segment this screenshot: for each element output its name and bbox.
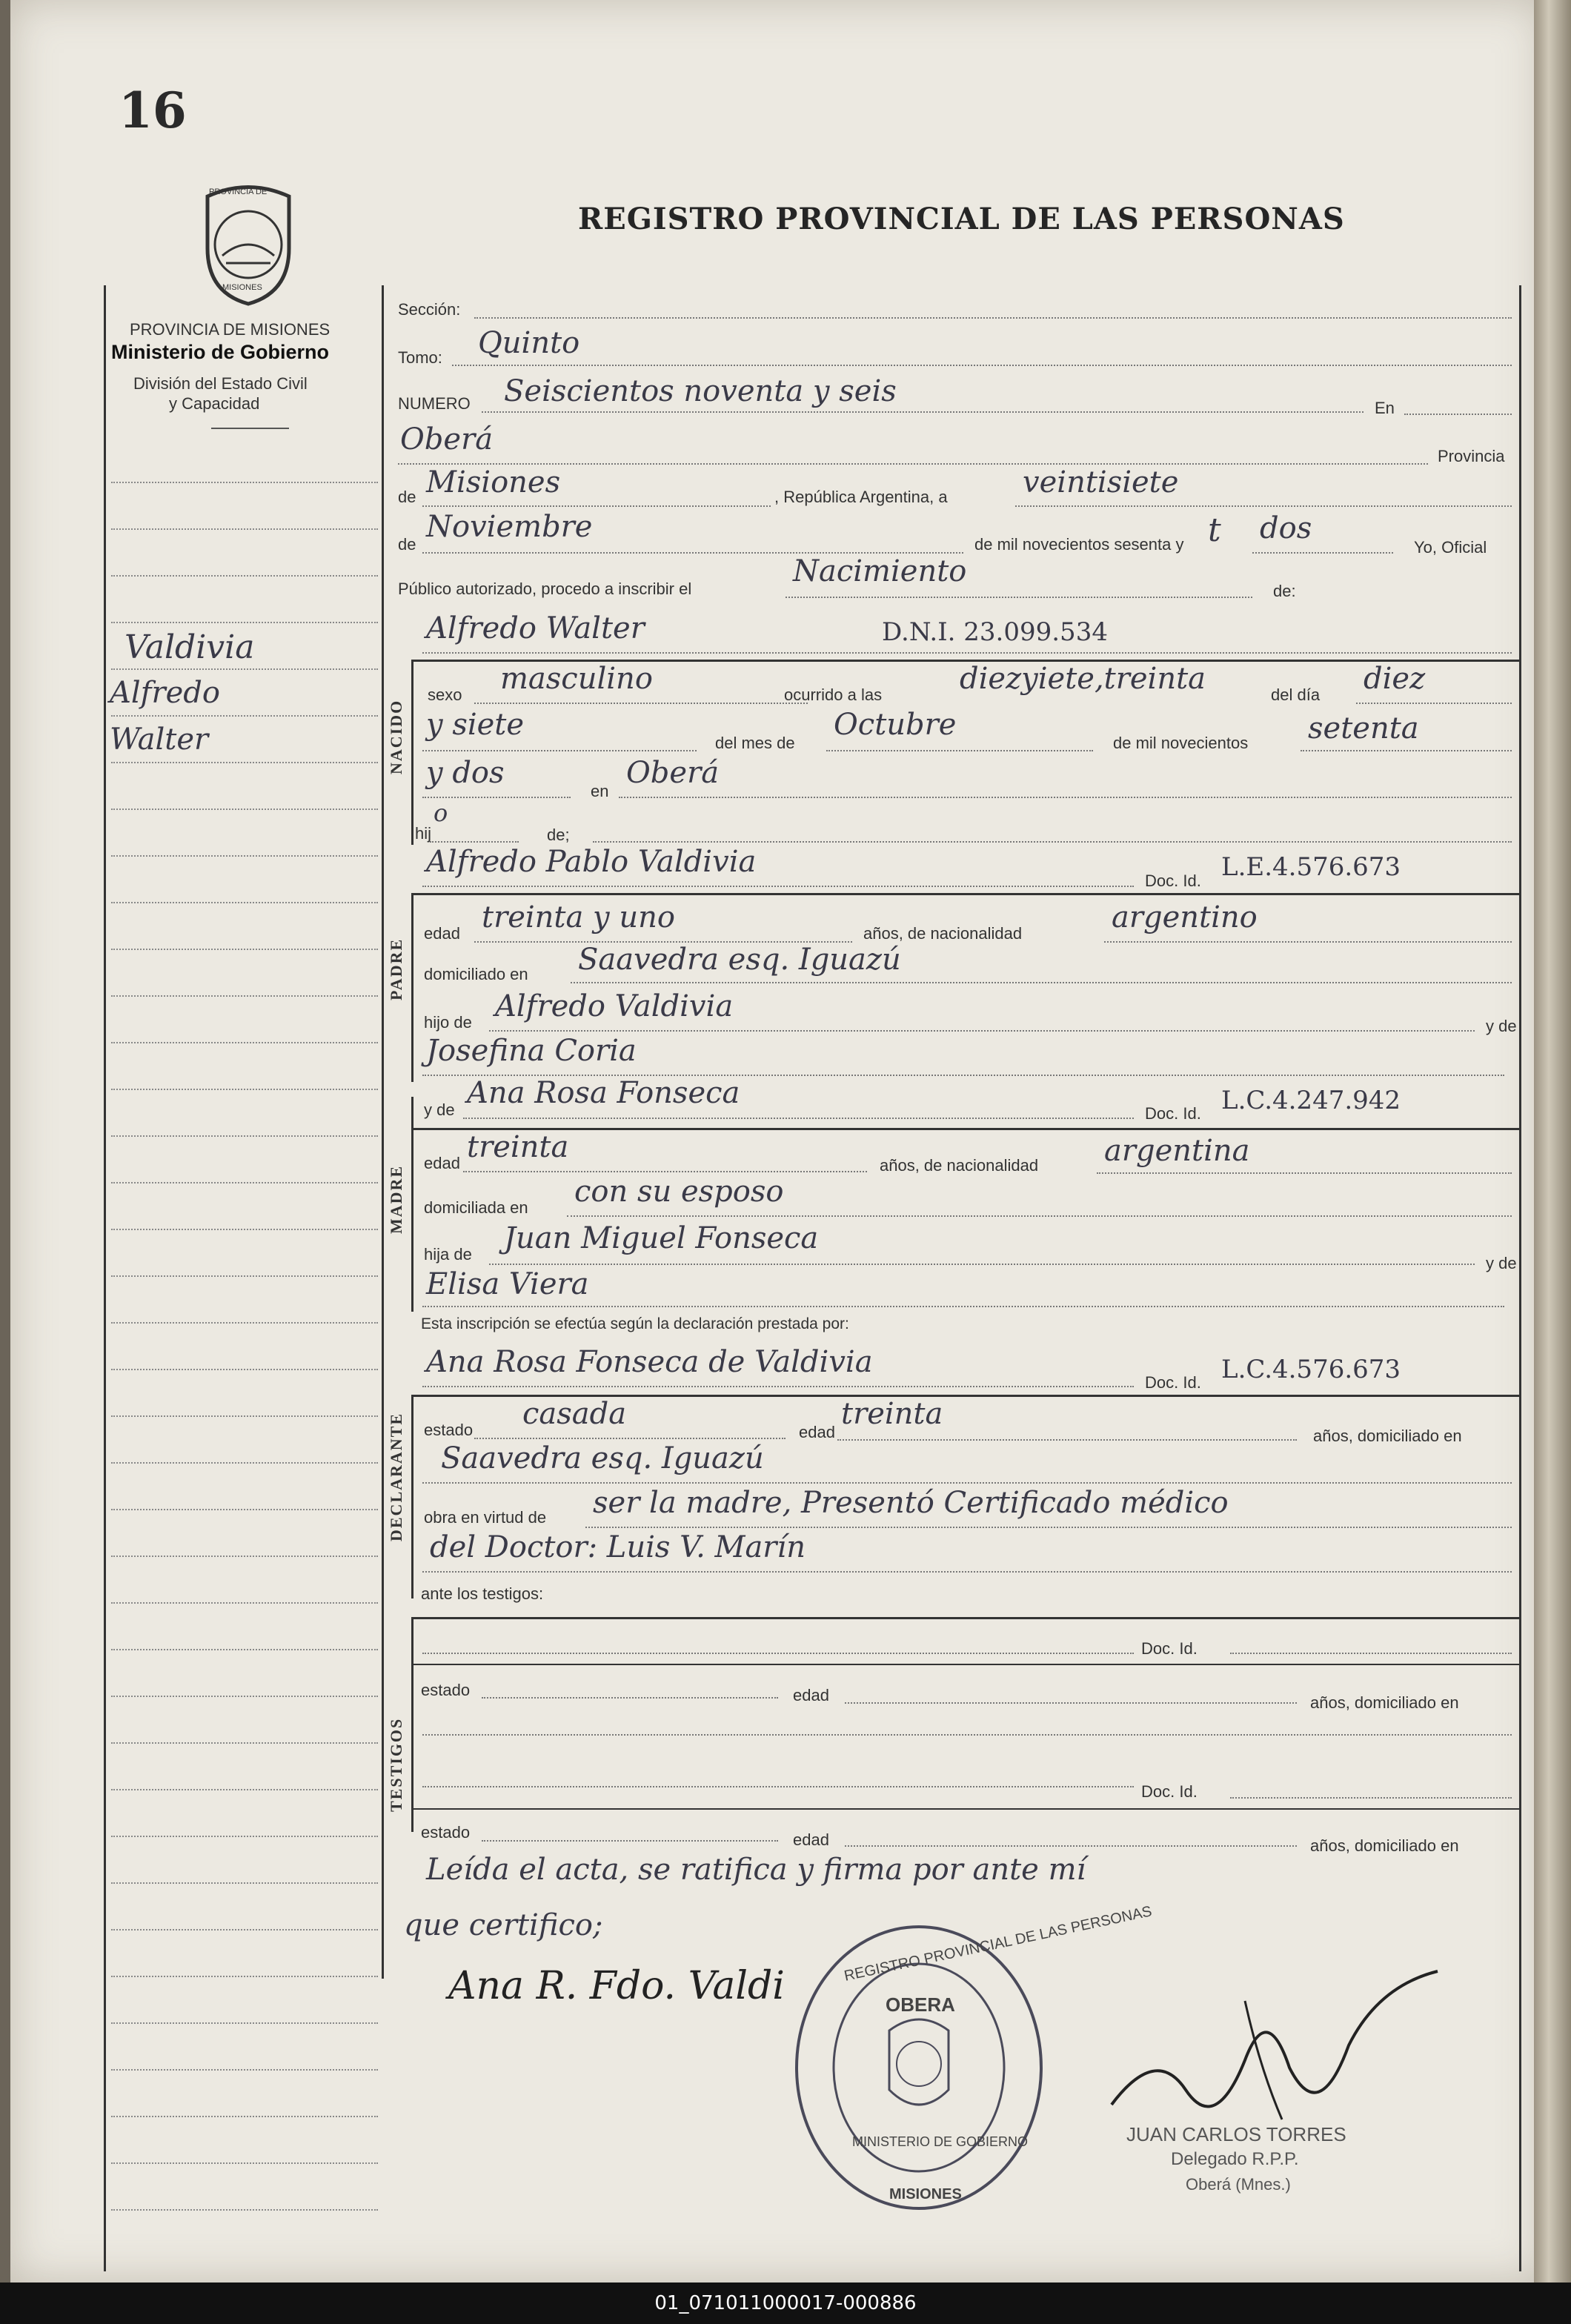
line-decl-dom — [422, 1482, 1512, 1484]
label-de: de — [398, 488, 416, 506]
margin-rule — [111, 902, 378, 903]
margin-rule — [111, 1649, 378, 1650]
line-hij — [430, 841, 519, 843]
bracket-nacido — [411, 660, 413, 845]
label-madre-y-de-2: y de — [1486, 1254, 1517, 1272]
issuer-division-2: y Capacidad — [169, 394, 260, 413]
value-acto: Nacimiento — [793, 554, 967, 588]
line-mes — [422, 552, 963, 554]
rule-testigo2 — [411, 1808, 1519, 1810]
margin-surname: Valdivia — [124, 628, 255, 666]
value-nombre: Alfredo Walter — [426, 611, 645, 645]
label-madre-doc: Doc. Id. — [1145, 1104, 1201, 1123]
rule-testigo1 — [411, 1664, 1519, 1665]
label-numero: NUMERO — [398, 394, 471, 413]
label-en-nac: en — [591, 782, 609, 800]
line-madre-edad — [463, 1171, 867, 1172]
line-testigo1 — [422, 1653, 1134, 1654]
line-testigo1-doc — [1230, 1653, 1512, 1654]
margin-rule — [111, 1369, 378, 1370]
value-cierre-2: que certifico; — [404, 1908, 603, 1942]
section-madre: MADRE — [387, 1164, 405, 1234]
label-padre-dom: domiciliado en — [424, 965, 528, 983]
value-provincia: Misiones — [426, 465, 561, 499]
label-seccion: Sección: — [398, 300, 461, 319]
label-del-dia: del día — [1271, 685, 1321, 704]
value-madre-dom: con su esposo — [574, 1175, 784, 1209]
value-ano-nac-2: y dos — [426, 756, 505, 790]
line-decl-estado — [474, 1438, 786, 1439]
line-tomo — [452, 365, 1512, 366]
label-mil-nov: de mil novecientos — [1113, 734, 1249, 752]
label-decl-obra: obra en virtud de — [424, 1508, 547, 1527]
line-padre-nac — [1104, 941, 1512, 943]
line-decl-edad — [837, 1439, 1297, 1441]
margin-rule — [111, 1556, 378, 1557]
value-padre-dom: Saavedra esq. Iguazú — [578, 943, 901, 977]
margin-rule — [111, 1929, 378, 1930]
label-del-mes: del mes de — [715, 734, 795, 752]
label-ocurrido: ocurrido a las — [784, 685, 883, 704]
margin-rule — [111, 1696, 378, 1697]
label-padre-nac: años, de nacionalidad — [863, 924, 1023, 943]
rule-padre-top — [411, 893, 1519, 895]
issuer-ministry: Ministerio de Gobierno — [111, 341, 330, 363]
margin-rule — [111, 1976, 378, 1977]
value-dni: D.N.I. 23.099.534 — [882, 617, 1108, 647]
value-cierre: Leída el acta, se ratifica y firma por ante mí — [426, 1853, 1086, 1887]
label-yo-oficial: Yo, Oficial — [1414, 538, 1487, 557]
margin-name-1: Alfredo — [110, 676, 220, 710]
margin-rule — [111, 715, 378, 717]
line-ano-nac-2 — [422, 797, 571, 798]
margin-rule — [111, 1275, 378, 1277]
value-sexo: masculino — [500, 662, 653, 696]
value-madre-hija-de: Juan Miguel Fonseca — [504, 1221, 819, 1255]
label-de-sc: de; — [547, 826, 570, 844]
label-en: En — [1375, 399, 1395, 417]
label-padre-doc: Doc. Id. — [1145, 872, 1201, 890]
margin-rule — [111, 1462, 378, 1464]
label-madre-y-de: y de — [424, 1100, 455, 1119]
emblem-text-top: PROVINCIA DE — [209, 187, 268, 196]
margin-rule — [111, 1182, 378, 1183]
label-decl-edad: edad — [799, 1423, 835, 1441]
value-mes-nac: Octubre — [834, 708, 957, 742]
margin-rule — [111, 995, 378, 997]
line-madre-hija-de — [489, 1264, 1475, 1265]
margin-name-2: Walter — [110, 723, 209, 757]
value-madre-doc: L.C.4.247.942 — [1221, 1086, 1401, 1115]
section-testigos: TESTIGOS — [387, 1717, 405, 1812]
margin-rule — [111, 2022, 378, 2024]
margin-rule — [111, 1602, 378, 1604]
value-padre: Alfredo Pablo Valdivia — [426, 845, 757, 879]
label-inscripcion: Esta inscripción se efectúa según la declaración prestada por: — [421, 1315, 849, 1332]
image-id-footer: 01_071011000017-000886 — [0, 2282, 1571, 2324]
label-decl-doc: Doc. Id. — [1145, 1373, 1201, 1392]
line-testigo2-doc — [1230, 1797, 1512, 1799]
margin-rule — [111, 528, 378, 530]
label-madre-nac: años, de nacionalidad — [880, 1156, 1039, 1175]
value-dia: veintisiete — [1023, 465, 1179, 499]
margin-rule — [111, 762, 378, 763]
bracket-padre — [411, 893, 413, 1082]
label-ante-testigos: ante los testigos: — [421, 1584, 544, 1603]
margin-rule — [111, 482, 378, 483]
line-testigo1-edad — [845, 1702, 1297, 1704]
value-madre-nac: argentina — [1104, 1134, 1250, 1168]
bracket-madre — [411, 1097, 413, 1312]
value-padre-nac: argentino — [1112, 900, 1258, 934]
label-de-mes: de — [398, 535, 416, 554]
margin-rule — [111, 575, 378, 577]
margin-rule — [111, 1135, 378, 1137]
section-nacido: NACIDO — [387, 699, 405, 774]
line-testigo1-dom — [422, 1734, 1512, 1736]
label-testigo2-edad: edad — [793, 1830, 829, 1849]
value-declarante: Ana Rosa Fonseca de Valdivia — [426, 1345, 873, 1379]
label-madre-dom: domiciliada en — [424, 1198, 528, 1217]
label-sexo: sexo — [428, 685, 462, 704]
book-spine — [1534, 0, 1571, 2324]
margin-rule — [111, 855, 378, 857]
margin-rule — [111, 2209, 378, 2211]
value-ano: dos — [1260, 511, 1312, 545]
label-testigo1-edad: edad — [793, 1686, 829, 1704]
value-decl-obra-2: del Doctor: Luis V. Marín — [430, 1530, 806, 1564]
value-ano-nac: setenta — [1308, 711, 1419, 746]
stamp-inner-text: MINISTERIO DE GOBIERNO — [852, 2134, 1029, 2149]
line-sexo — [474, 703, 808, 704]
label-tomo: Tomo: — [398, 348, 442, 367]
value-tomo: Quinto — [478, 326, 580, 360]
bracket-declarante — [411, 1395, 413, 1598]
line-numero — [482, 411, 1364, 413]
label-testigo1-anos-dom: años, domiciliado en — [1310, 1693, 1459, 1712]
label-madre-hija-de: hija de — [424, 1245, 472, 1264]
line-acto — [786, 597, 1252, 598]
stamp-bottom-text: MISIONES — [889, 2186, 962, 2202]
value-decl-obra: ser la madre, Presentó Certificado médico — [593, 1486, 1229, 1520]
bracket-testigos — [411, 1617, 413, 1832]
label-decl-estado: estado — [424, 1421, 474, 1439]
line-testigo2-estado — [482, 1840, 778, 1842]
line-lugar-nac — [619, 797, 1512, 798]
line-dia-nac-2 — [422, 750, 697, 751]
line-madre — [463, 1118, 1134, 1119]
signature-declarante: Ana R. Fdo. Valdi — [448, 1964, 785, 2008]
official-signature-icon — [1097, 1956, 1452, 2142]
line-decl-obra-2 — [422, 1571, 1512, 1573]
label-mil-nov-sesenta: de mil novecientos sesenta y — [974, 535, 1184, 554]
issuer-province: PROVINCIA DE MISIONES — [130, 320, 331, 339]
margin-rule — [111, 1742, 378, 1744]
line-mes-nac — [826, 750, 1093, 751]
margin-rule — [111, 1509, 378, 1510]
margin-rule — [111, 1882, 378, 1884]
value-dia-nac: diez — [1364, 662, 1426, 696]
margin-rule — [111, 668, 378, 670]
value-padre-doc: L.E.4.576.673 — [1221, 852, 1401, 882]
section-declarante: DECLARANTE — [387, 1412, 405, 1541]
label-publico: Público autorizado, procedo a inscribir el — [398, 580, 692, 598]
left-border — [104, 285, 106, 2271]
margin-rule — [111, 1789, 378, 1790]
line-padre-dom — [571, 982, 1512, 983]
label-madre-edad: edad — [424, 1154, 460, 1172]
margin-rule — [111, 1836, 378, 1837]
value-madre: Ana Rosa Fonseca — [467, 1076, 740, 1110]
line-padre — [422, 886, 1134, 887]
document-title: REGISTRO PROVINCIAL DE LAS PERSONAS — [578, 202, 1345, 236]
value-decl-estado: casada — [522, 1397, 627, 1431]
label-testigo1-estado: estado — [421, 1681, 471, 1699]
stamp-outer-text: REGISTRO PROVINCIAL DE LAS PERSONAS — [843, 1903, 1154, 1985]
rule-madre-top — [411, 1128, 1519, 1130]
value-lugar: Oberá — [400, 422, 494, 456]
line-ano — [1252, 552, 1393, 554]
official-place: Oberá (Mnes.) — [1186, 2175, 1291, 2194]
value-lugar-nac: Oberá — [626, 756, 720, 790]
margin-rule — [111, 1229, 378, 1230]
line-hij-de — [593, 841, 1512, 843]
label-padre-y-de: y de — [1486, 1017, 1517, 1035]
label-padre-edad: edad — [424, 924, 460, 943]
label-decl-anos-dom: años, domiciliado en — [1313, 1427, 1462, 1445]
section-padre: PADRE — [387, 937, 405, 1000]
label-de-colon: de: — [1273, 582, 1296, 600]
line-lugar — [398, 463, 1428, 465]
right-border — [1519, 285, 1521, 2271]
line-dia-nac — [1356, 703, 1512, 704]
line-decl-obra — [585, 1527, 1512, 1528]
line-madre-nac — [1097, 1172, 1512, 1174]
official-name: JUAN CARLOS TORRES — [1126, 2123, 1346, 2145]
label-provincia: Provincia — [1438, 447, 1505, 465]
label-testigo2-estado: estado — [421, 1823, 471, 1842]
value-hij-o: o — [434, 799, 448, 827]
rule-testigos-top — [411, 1617, 1519, 1619]
line-declarante — [422, 1386, 1134, 1387]
margin-rule — [111, 622, 378, 623]
margin-rule — [111, 1089, 378, 1090]
label-hij: hij — [415, 824, 432, 843]
line-seccion — [474, 317, 1512, 319]
value-decl-dom: Saavedra esq. Iguazú — [441, 1441, 764, 1475]
line-ano-nac — [1301, 750, 1512, 751]
label-testigo1-doc: Doc. Id. — [1141, 1639, 1198, 1658]
page-number: 16 — [119, 82, 187, 139]
stamp-city: OBERA — [886, 1993, 955, 2016]
margin-rule — [111, 2162, 378, 2164]
emblem-text-bottom: MISIONES — [222, 283, 262, 292]
margin-rule — [111, 1415, 378, 1417]
value-madre-edad: treinta — [467, 1130, 569, 1164]
margin-rule — [111, 1322, 378, 1324]
value-mes: Noviembre — [426, 510, 593, 544]
value-madre-madre: Elisa Viera — [426, 1267, 589, 1301]
margin-rule — [111, 1042, 378, 1043]
label-testigo2-anos-dom: años, domiciliado en — [1310, 1836, 1459, 1855]
line-dia — [1015, 505, 1512, 507]
official-title: Delegado R.P.P. — [1171, 2149, 1299, 2169]
issuer-division: División del Estado Civil — [133, 374, 308, 393]
column-divider — [382, 285, 384, 1979]
label-testigo2-doc: Doc. Id. — [1141, 1782, 1198, 1801]
line-testigo2-edad — [845, 1845, 1297, 1847]
line-madre-dom — [567, 1215, 1512, 1217]
value-decl-edad: treinta — [841, 1397, 943, 1431]
line-provincia — [422, 505, 771, 507]
value-hora: diezyiete,treinta — [960, 662, 1206, 696]
margin-rule — [111, 949, 378, 950]
margin-rule — [111, 2116, 378, 2117]
line-testigo1-estado — [482, 1697, 778, 1699]
line-en — [1404, 414, 1512, 415]
line-testigo2 — [422, 1786, 1134, 1787]
margin-rule — [111, 809, 378, 810]
value-sesenta-tachado: t — [1208, 511, 1221, 549]
value-padre-hijo-de: Alfredo Valdivia — [495, 989, 734, 1023]
line-padre-hijo-de — [489, 1030, 1475, 1032]
label-republica: , República Argentina, a — [774, 488, 948, 506]
value-dia-nac-2: y siete — [426, 708, 525, 742]
label-padre-hijo-de: hijo de — [424, 1013, 472, 1032]
line-nombre — [422, 652, 1512, 654]
value-decl-doc: L.C.4.576.673 — [1221, 1355, 1401, 1384]
line-madre-madre — [422, 1306, 1504, 1307]
value-padre-edad: treinta y uno — [482, 900, 675, 934]
value-padre-madre: Josefina Coria — [426, 1034, 637, 1068]
margin-rule — [111, 2069, 378, 2071]
issuer-divider — [211, 428, 289, 429]
value-numero: Seiscientos noventa y seis — [504, 374, 897, 408]
